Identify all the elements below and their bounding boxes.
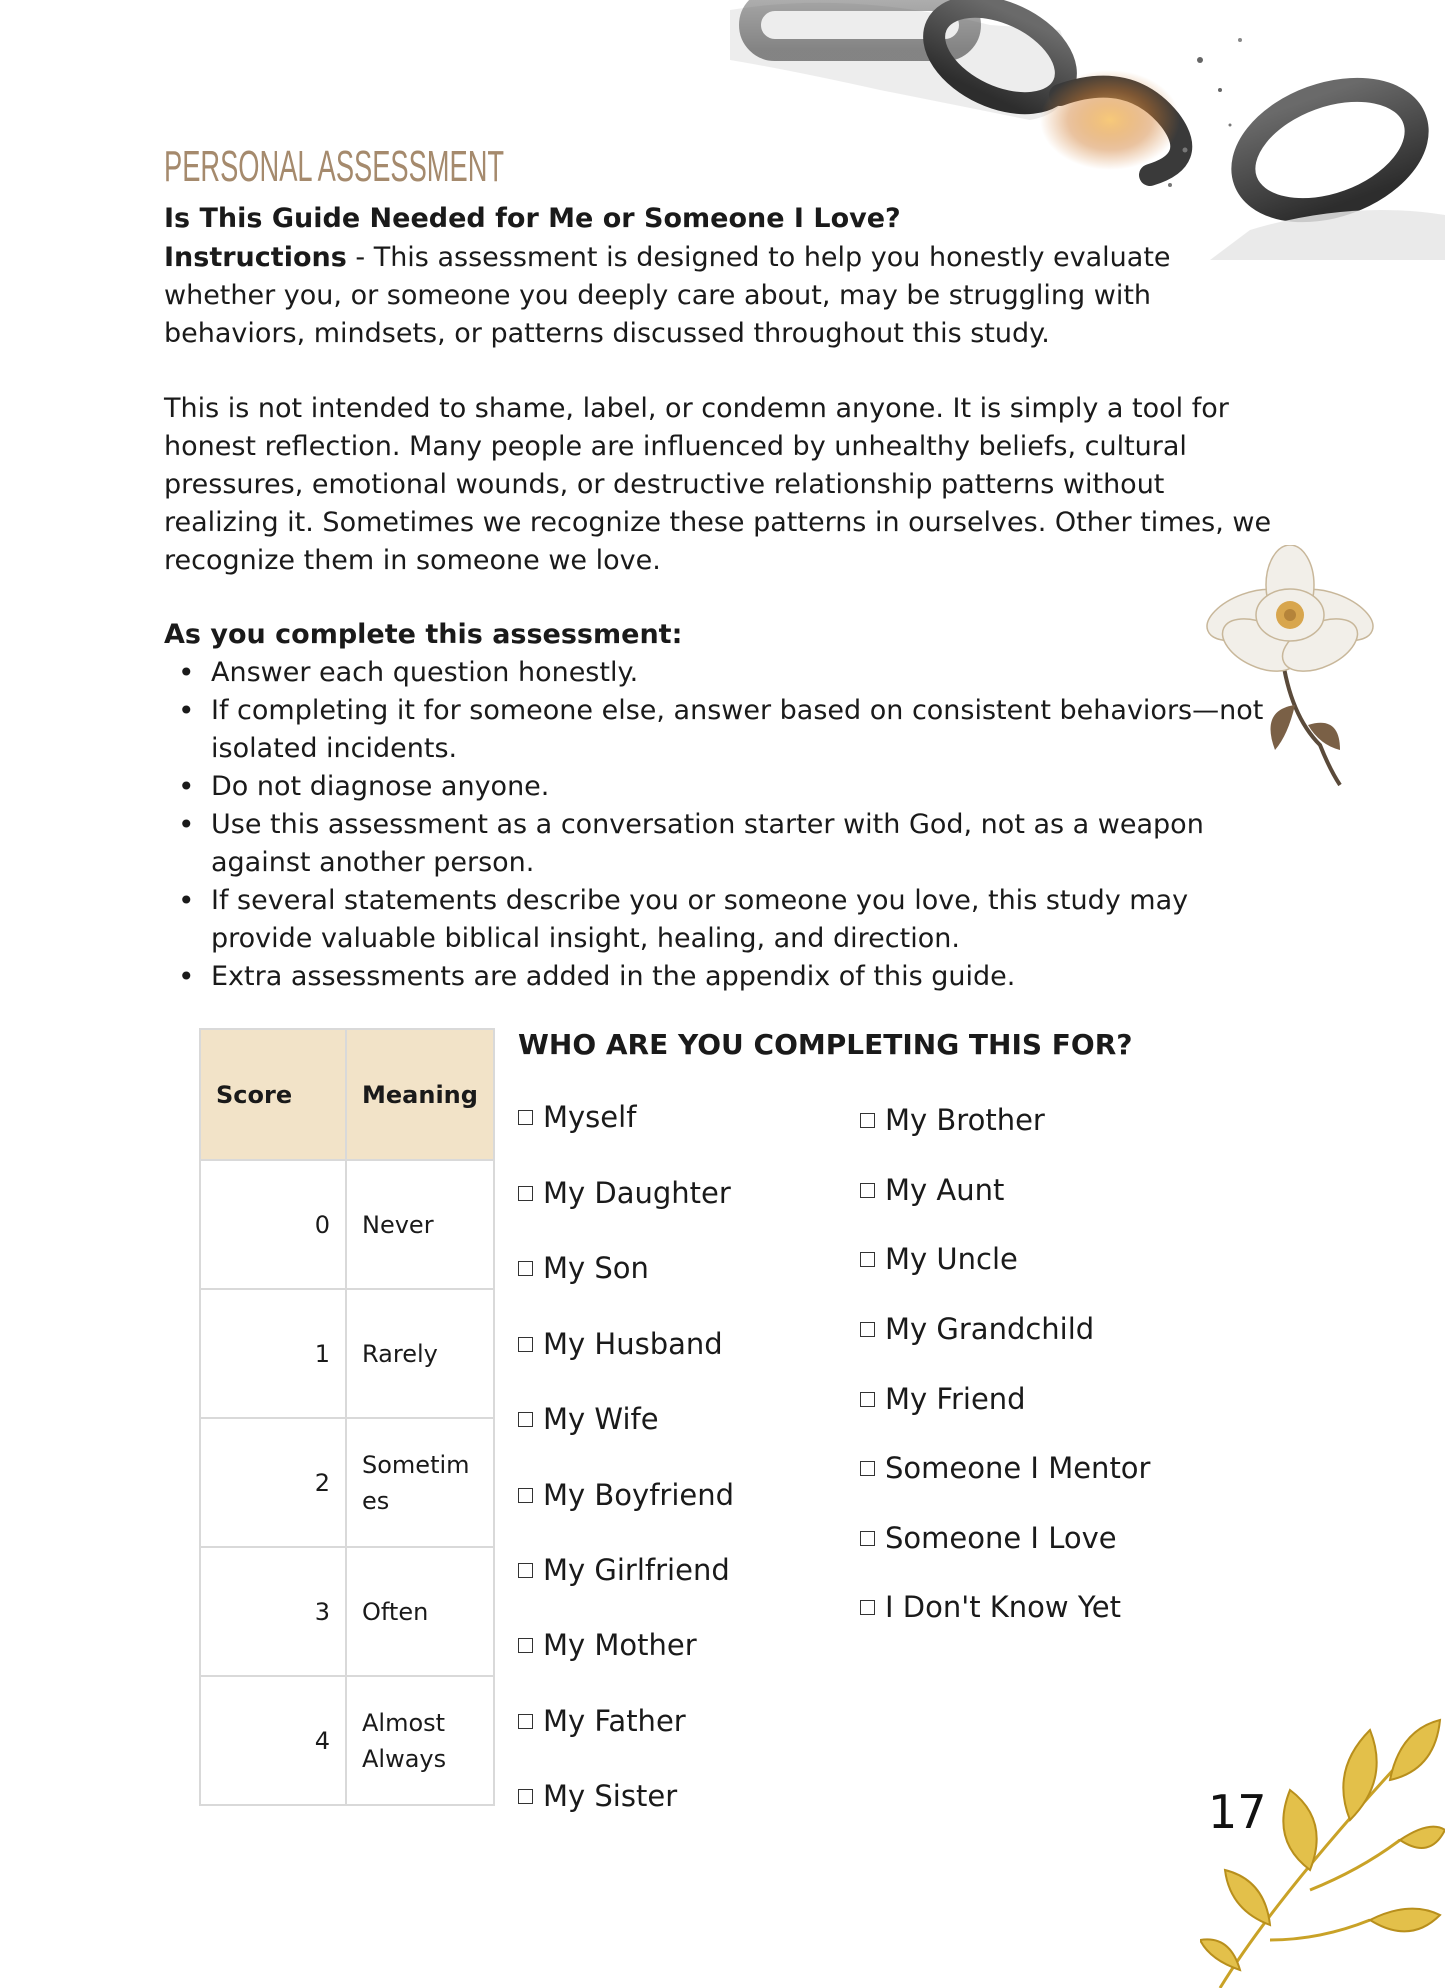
checkbox-icon[interactable] (860, 1252, 875, 1267)
checkbox-icon[interactable] (518, 1563, 533, 1578)
checkbox-option[interactable]: My Girlfriend (518, 1553, 730, 1587)
table-row (200, 1418, 494, 1547)
table-row (200, 1547, 494, 1676)
list-item: • If completing it for someone else, answer based on consistent behaviors—not isolated incidents. (164, 692, 1274, 768)
page-number: 17 (1208, 1785, 1267, 1839)
score-meaning-table (199, 1028, 495, 1806)
meaning-cell: Almost Always (346, 1676, 494, 1805)
checkbox-icon[interactable] (518, 1789, 533, 1804)
meaning-cell: Sometimes (346, 1418, 494, 1547)
checkbox-option[interactable]: My Sister (518, 1779, 677, 1813)
checkbox-icon[interactable] (860, 1531, 875, 1546)
checkbox-icon[interactable] (860, 1113, 875, 1128)
checkbox-icon[interactable] (860, 1183, 875, 1198)
checkbox-icon[interactable] (860, 1600, 875, 1615)
checkbox-icon[interactable] (518, 1638, 533, 1653)
list-item: • Use this assessment as a conversation starter with God, not as a weapon against another person. (164, 806, 1274, 882)
checkbox-option[interactable]: My Aunt (860, 1173, 1004, 1207)
checkbox-option[interactable]: I Don't Know Yet (860, 1590, 1121, 1624)
meaning-cell: Often (346, 1547, 494, 1676)
page-title: PERSONAL ASSESSMENT (164, 142, 505, 191)
checkbox-icon[interactable] (860, 1392, 875, 1407)
checkbox-icon[interactable] (518, 1412, 533, 1427)
checkbox-icon[interactable] (518, 1714, 533, 1729)
list-item: • Answer each question honestly. (164, 654, 1274, 692)
assessment-guidelines-list (164, 654, 1274, 996)
table-row (200, 1160, 494, 1289)
reflection-paragraph: This is not intended to shame, label, or condemn anyone. It is simply a tool for honest reflection. Many people are influenced by unhealthy beliefs, cultural pressures, emotional wounds, or destructive relationship patterns without realizing it. Sometimes we recognize these patterns in ourselves. Other times, we recognize them in someone we love. (164, 393, 1272, 576)
table-row (200, 1676, 494, 1805)
checkbox-icon[interactable] (860, 1461, 875, 1476)
checkbox-option[interactable]: My Grandchild (860, 1312, 1094, 1346)
checkbox-option[interactable]: My Friend (860, 1382, 1026, 1416)
meaning-column-header: Meaning (346, 1029, 494, 1160)
checkbox-option[interactable]: My Brother (860, 1103, 1045, 1137)
list-item: • Extra assessments are added in the appendix of this guide. (164, 958, 1274, 996)
table-header-row (200, 1029, 494, 1160)
table-row (200, 1289, 494, 1418)
who-heading: WHO ARE YOU COMPLETING THIS FOR? (518, 1028, 1133, 1061)
checkbox-option[interactable]: My Uncle (860, 1242, 1018, 1276)
checkbox-option[interactable]: Someone I Love (860, 1521, 1117, 1555)
score-column-header: Score (200, 1029, 346, 1160)
checkbox-option[interactable]: Myself (518, 1100, 636, 1134)
assessment-heading: As you complete this assessment: (164, 619, 683, 650)
checkbox-option[interactable]: My Wife (518, 1402, 659, 1436)
instructions-paragraph (164, 239, 1274, 353)
checkbox-option[interactable]: My Boyfriend (518, 1478, 734, 1512)
meaning-cell: Never (346, 1160, 494, 1289)
gold-leaves-image (1200, 1710, 1445, 1988)
instructions-label: Instructions (164, 242, 347, 273)
checkbox-icon[interactable] (860, 1322, 875, 1337)
checkbox-option[interactable]: My Daughter (518, 1176, 731, 1210)
checkbox-option[interactable]: My Husband (518, 1327, 723, 1361)
instructions-text: - This assessment is designed to help you honestly evaluate whether you, or someone you deeply care about, may be struggling with behaviors, mindsets, or patterns discussed throughout this study. (164, 242, 1171, 349)
checkbox-icon[interactable] (518, 1261, 533, 1276)
checkbox-icon[interactable] (518, 1488, 533, 1503)
list-item: • If several statements describe you or someone you love, this study may provide valuable biblical insight, healing, and direction. (164, 882, 1274, 958)
score-cell: 2 (200, 1418, 346, 1547)
checkbox-option[interactable]: My Son (518, 1251, 649, 1285)
checkbox-icon[interactable] (518, 1186, 533, 1201)
score-cell: 4 (200, 1676, 346, 1805)
checkbox-option[interactable]: My Father (518, 1704, 686, 1738)
checkbox-icon[interactable] (518, 1337, 533, 1352)
score-cell: 0 (200, 1160, 346, 1289)
list-item: • Do not diagnose anyone. (164, 768, 1274, 806)
meaning-cell: Rarely (346, 1289, 494, 1418)
checkbox-option[interactable]: My Mother (518, 1628, 697, 1662)
checkbox-icon[interactable] (518, 1110, 533, 1125)
score-cell: 3 (200, 1547, 346, 1676)
score-cell: 1 (200, 1289, 346, 1418)
page-subtitle: Is This Guide Needed for Me or Someone I Love? (164, 203, 901, 234)
checkbox-option[interactable]: Someone I Mentor (860, 1451, 1150, 1485)
